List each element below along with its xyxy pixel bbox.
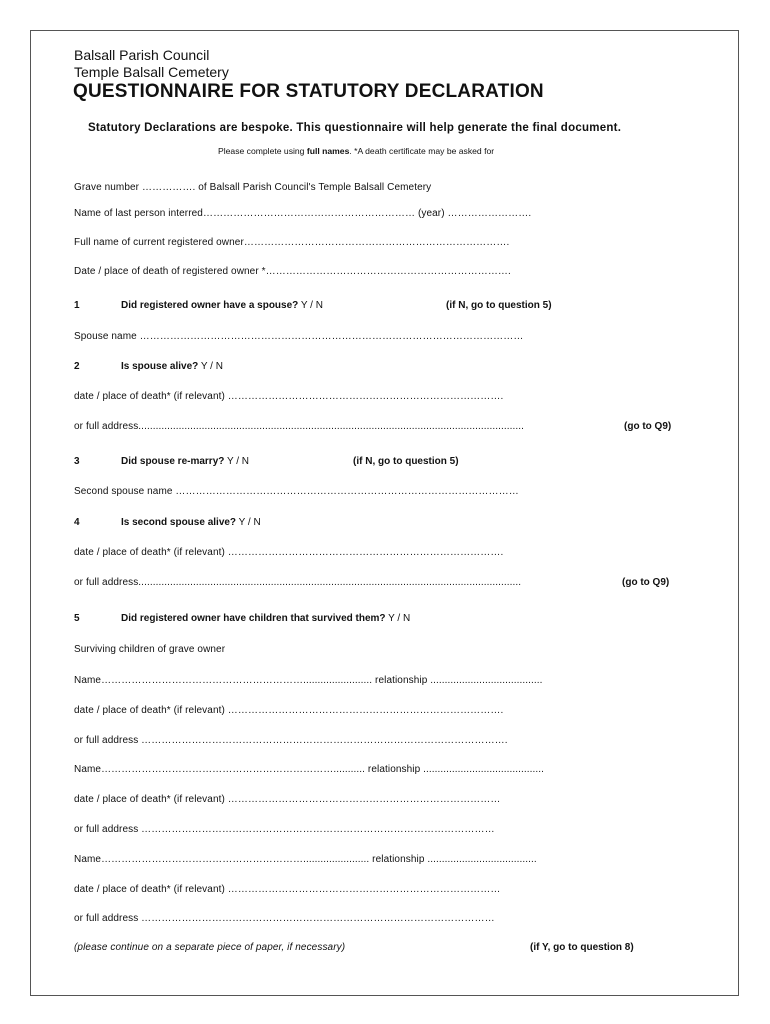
second-spouse-address-field[interactable]: or full address..................................................................................................................................... <box>74 577 522 588</box>
child-name-field[interactable]: Name……………………………………………………........................ relationship ....................................... <box>74 675 543 686</box>
last-interred-field[interactable]: Name of last person interred……………………………………………………… (year) ……………………. <box>74 208 532 219</box>
question-5-text: Did registered owner have children that survived them? Y / N <box>121 613 411 624</box>
question-3-text: Did spouse re-marry? Y / N <box>121 456 250 467</box>
page-title: QUESTIONNAIRE FOR STATUTORY DECLARATION <box>73 81 544 102</box>
owner-death-field[interactable]: Date / place of death of registered owner *………………………………………………………………. <box>74 266 511 277</box>
second-spouse-field[interactable]: Second spouse name ………………………………………………………………………………………… <box>74 486 519 497</box>
question-1-text: Did registered owner have a spouse? Y / N <box>121 300 323 311</box>
question-3: 3 <box>74 456 80 467</box>
spouse-death-field[interactable]: date / place of death* (if relevant) ………………………………………………………………………. <box>74 391 504 402</box>
question-1-note: (if N, go to question 5) <box>446 300 552 311</box>
child-address-field[interactable]: or full address …………………………………………………………………………………………… <box>74 913 495 924</box>
goto-q9-note: (go to Q9) <box>624 421 672 432</box>
question-2-text: Is spouse alive? Y / N <box>121 361 223 372</box>
question-4: 4 <box>74 517 80 528</box>
intro-text: Statutory Declarations are bespoke. This questionnaire will help generate the final document. <box>88 122 622 134</box>
child-name-field[interactable]: Name……………………………………………………....................... relationship ...................................... <box>74 854 537 865</box>
second-spouse-death-field[interactable]: date / place of death* (if relevant) ………………………………………………………………………. <box>74 547 504 558</box>
question-3-note: (if N, go to question 5) <box>353 456 459 467</box>
goto-q9-note: (go to Q9) <box>622 577 670 588</box>
spouse-address-field[interactable]: or full address...................................................................................................................................... <box>74 421 525 432</box>
document-page <box>30 30 739 996</box>
child-address-field[interactable]: or full address …………………………………………………………………………………………… <box>74 824 495 835</box>
question-1 <box>74 300 80 311</box>
surviving-children-label: Surviving children of grave owner <box>74 644 226 655</box>
org-subname: Temple Balsall Cemetery <box>74 64 229 80</box>
question-5: 5 <box>74 613 80 624</box>
question-number: 1 <box>74 300 80 311</box>
spouse-name-field[interactable]: Spouse name …………………………………………………………………………………………………… <box>74 331 524 342</box>
child-death-field[interactable]: date / place of death* (if relevant) ………………………………………………………………………. <box>74 705 504 716</box>
child-death-field[interactable]: date / place of death* (if relevant) ……………………………………………………………………… <box>74 884 501 895</box>
current-owner-field[interactable]: Full name of current registered owner……………………………………………………………………. <box>74 237 510 248</box>
continue-note: (please continue on a separate piece of paper, if necessary) <box>74 942 346 953</box>
question-2: 2 <box>74 361 80 372</box>
org-name: Balsall Parish Council <box>74 47 210 63</box>
child-death-field[interactable]: date / place of death* (if relevant) ……………………………………………………………………… <box>74 794 501 805</box>
question-4-text: Is second spouse alive? Y / N <box>121 517 261 528</box>
goto-q8-note: (if Y, go to question 8) <box>530 942 634 953</box>
grave-number-field[interactable]: Grave number ……………. of Balsall Parish Council's Temple Balsall Cemetery <box>74 182 432 193</box>
child-address-field[interactable]: or full address ………………………………………………………………………………………………. <box>74 735 508 746</box>
child-name-field[interactable]: Name……………………………………………………………........... relationship .......................................... <box>74 764 545 775</box>
instructions-text: Please complete using full names. *A death certificate may be asked for <box>218 146 495 156</box>
